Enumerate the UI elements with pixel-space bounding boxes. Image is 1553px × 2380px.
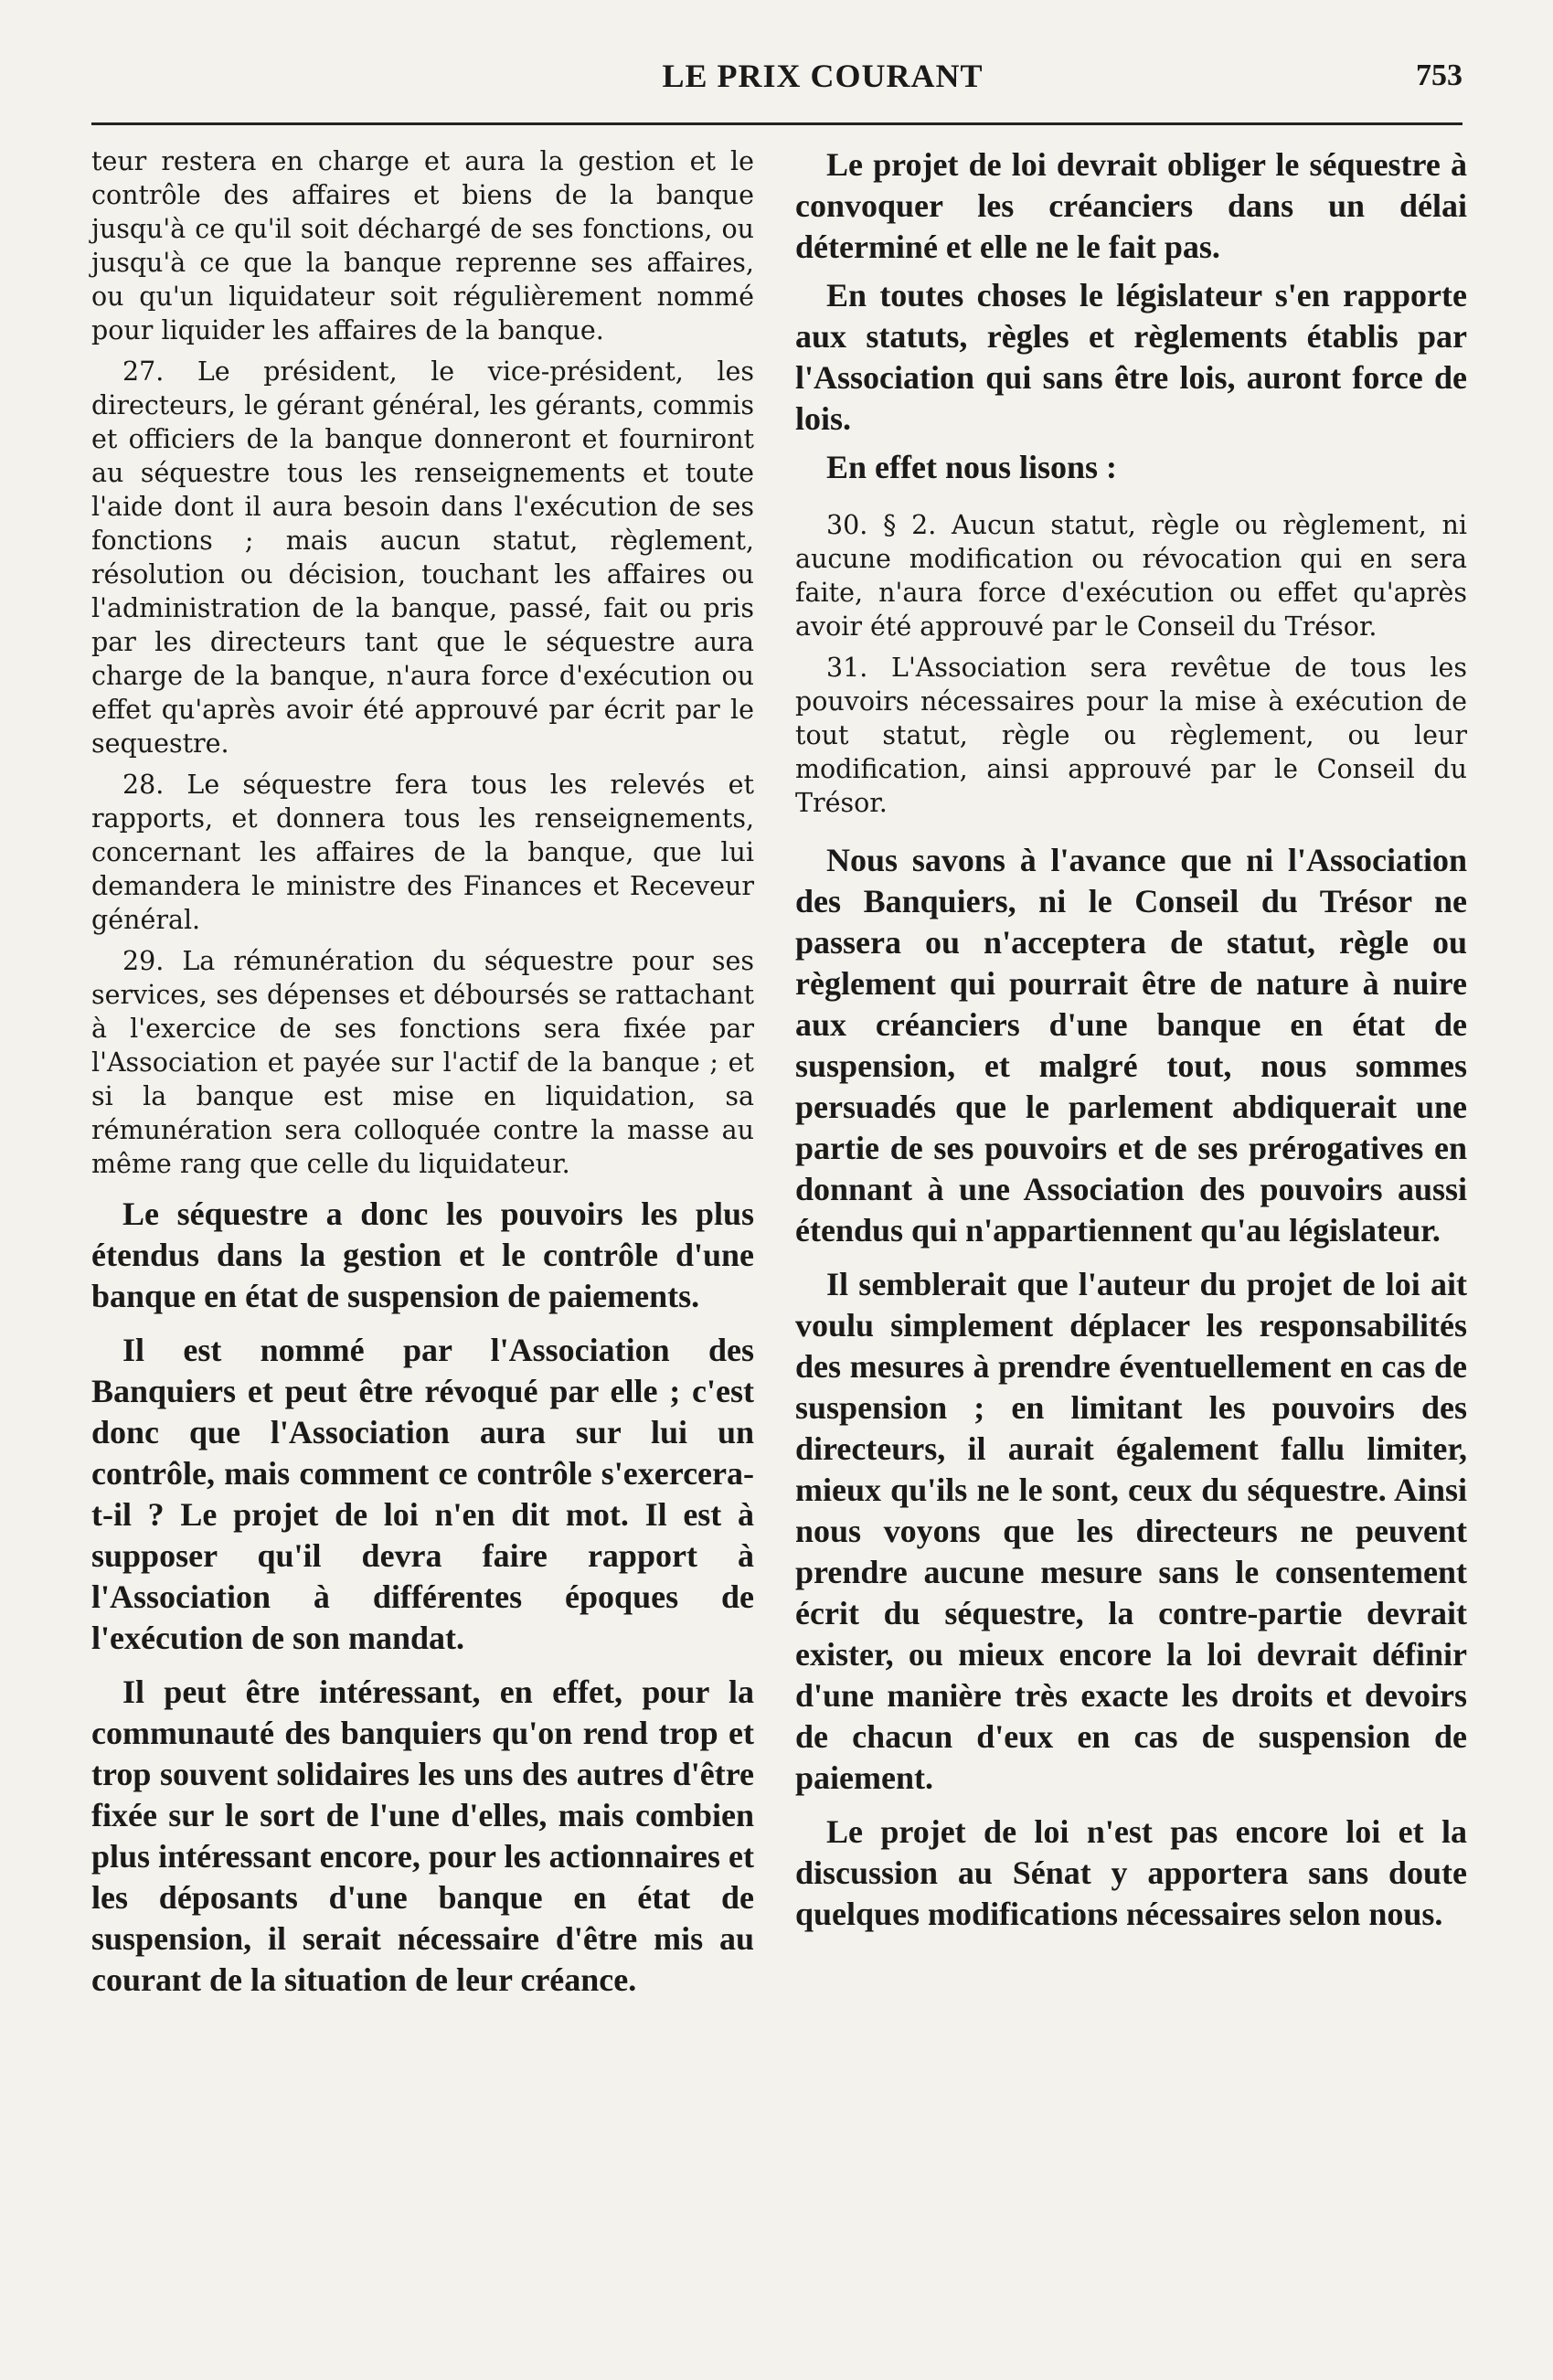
- right-paragraph-3: En effet nous lisons :: [826, 449, 1118, 485]
- right-paragraph-5: 31. L'Association sera revêtue de tous les pouvoirs nécessaires pour la mise à exécution de tout statut, règle ou règlement, ou leur modification, ainsi approuvé par le Conseil du Trésor.: [795, 653, 1467, 818]
- left-paragraph-1: teur restera en charge et aura la gestion et le contrôle des affaires et biens de la banque jusqu'à ce qu'il soit déchargé de ses fonctions, ou jusqu'à ce que la banque reprenne ses affaires, ou qu'un liquidateur soit régulièrement nommé pour liquider les affaires de la banque.: [91, 146, 754, 345]
- header-rule: [91, 122, 1463, 125]
- left-paragraph-5: Le séquestre a donc les pouvoirs les plus étendus dans la gestion et le contrôle d'une banque en état de suspension de paiements.: [91, 1195, 754, 1314]
- left-paragraph-3: 28. Le séquestre fera tous les relevés et rapports, et donnera tous les renseignements, concernant les affaires de la banque, que lui demandera le ministre des Finances et Receveur général.: [91, 770, 754, 935]
- running-title: LE PRIX COURANT: [662, 58, 984, 94]
- page-header: [91, 57, 1463, 102]
- right-paragraph-7: Il semblerait que l'auteur du projet de loi ait voulu simplement déplacer les responsabilités des mesures à prendre éventuellement en cas de suspension ; en limitant les pouvoirs des directeurs, il aurait également fallu limiter, mieux qu'ils ne le sont, ceux du séquestre. Ainsi nous voyons que les directeurs ne peuvent prendre aucune mesure sans le consentement écrit du séquestre, la contre-partie devrait exister, ou mieux encore la loi devrait définir d'une manière très exacte les droits et devoirs de chacun d'eux en cas de suspension de paiement.: [795, 1266, 1467, 1796]
- right-paragraph-4: 30. § 2. Aucun statut, règle ou règlement, ni aucune modification ou révocation qui en sera faite, n'aura force d'exécution ou effet qu'après avoir été approuvé par le Conseil du Trésor.: [795, 510, 1467, 642]
- left-column: [91, 144, 754, 2001]
- left-paragraph-2: 27. Le président, le vice-président, les directeurs, le gérant général, les gérants, commis et officiers de la banque donneront et fourniront au séquestre tous les renseignements et toute l'aide dont il aura besoin dans l'exécution de ses fonctions ; mais aucun statut, règlement, résolution ou décision, touchant les affaires ou l'administration de la banque, passé, fait ou pris par les directeurs tant que le séquestre aura charge de la banque, n'aura force d'exécution ou effet qu'après avoir été approuvé par écrit par le sequestre.: [91, 356, 754, 759]
- right-paragraph-8: Le projet de loi n'est pas encore loi et la discussion au Sénat y apportera sans doute quelques modifications nécessaires selon nous.: [795, 1813, 1467, 1932]
- right-paragraph-1: Le projet de loi devrait obliger le séquestre à convoquer les créanciers dans un délai déterminé et elle ne le fait pas.: [795, 146, 1467, 265]
- right-column: [795, 144, 1467, 1935]
- left-paragraph-7: Il peut être intéressant, en effet, pour la communauté des banquiers qu'on rend trop et trop souvent solidaires les uns des autres d'être fixée sur le sort de l'une d'elles, mais combien plus intéressant encore, pour les actionnaires et les déposants d'une banque en état de suspension, il serait nécessaire d'être mis au courant de la situation de leur créance.: [91, 1673, 754, 1998]
- right-paragraph-2: En toutes choses le législateur s'en rapporte aux statuts, règles et règlements établis par l'Association qui sans être lois, auront force de lois.: [795, 277, 1467, 437]
- left-paragraph-6: Il est nommé par l'Association des Banquiers et peut être révoqué par elle ; c'est donc que l'Association aura sur lui un contrôle, mais comment ce contrôle s'exercera-t-il ? Le projet de loi n'en dit mot. Il est à supposer qu'il devra faire rapport à l'Association à différentes époques de l'exécution de son mandat.: [91, 1332, 754, 1656]
- page-number: 753: [1416, 58, 1463, 92]
- left-paragraph-4: 29. La rémunération du séquestre pour ses services, ses dépenses et déboursés se rattachant à l'exercice de ses fonctions sera fixée par l'Association et payée sur l'actif de la banque ; et si la banque est mise en liquidation, sa rémunération sera colloquée contre la masse au même rang que celle du liquidateur.: [91, 946, 754, 1179]
- right-paragraph-6: Nous savons à l'avance que ni l'Association des Banquiers, ni le Conseil du Trésor ne passera ou n'acceptera de statut, règle ou règlement qui pourrait être de nature à nuire aux créanciers d'une banque en état de suspension, et malgré tout, nous sommes persuadés que le parlement abdiquerait une partie de ses pouvoirs et de ses prérogatives en donnant à une Association des pouvoirs aussi étendus qui n'appartiennent qu'au législateur.: [795, 842, 1467, 1248]
